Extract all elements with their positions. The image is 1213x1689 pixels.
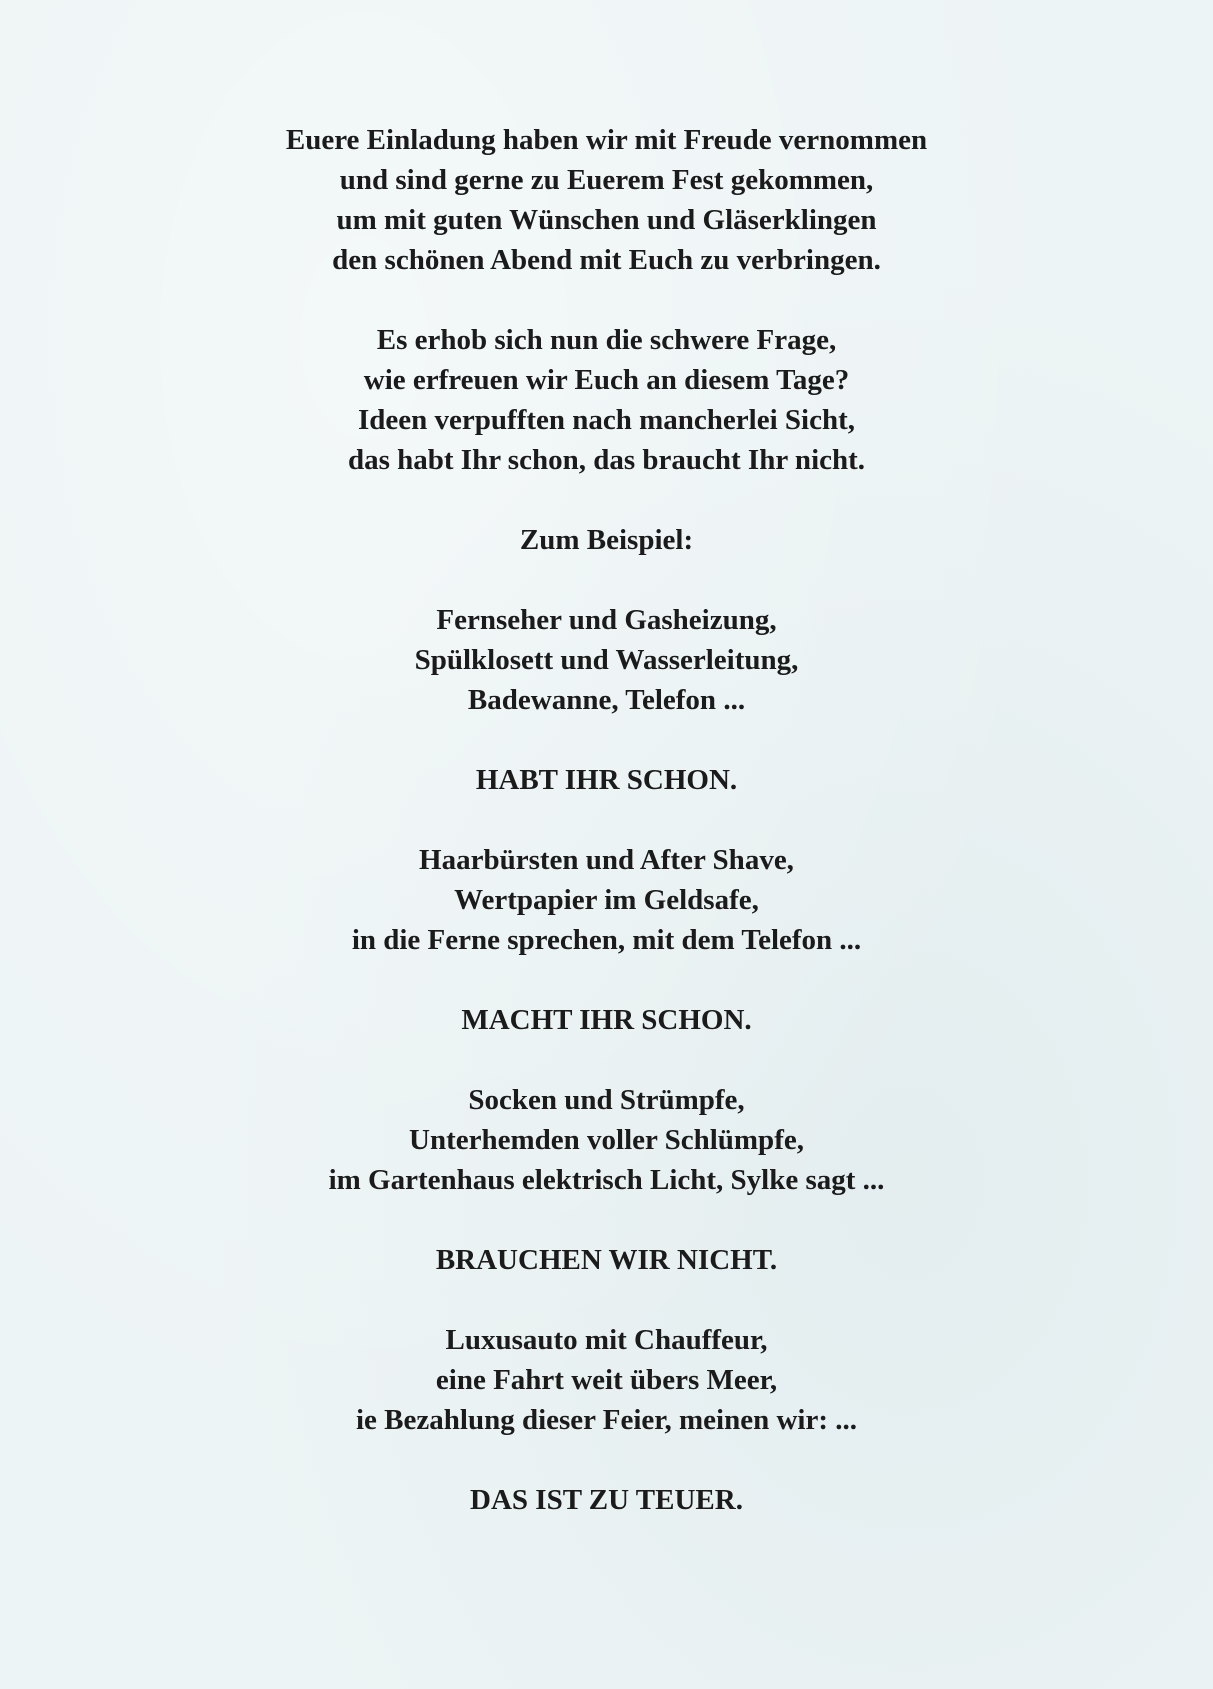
- poem-line: Socken und Strümpfe,: [468, 1084, 745, 1116]
- poem-line: eine Fahrt weit übers Meer,: [435, 1364, 778, 1396]
- poem-line: Haarbürsten und After Shave,: [419, 844, 794, 876]
- poem-line: Ideen verpufften nach mancherlei Sicht,: [358, 404, 855, 436]
- stanza-6: [0, 1320, 1213, 1440]
- poem-line: Spülklosett und Wasserleitung,: [414, 644, 799, 676]
- poem-line: ie Bezahlung dieser Feier, meinen wir: ...: [356, 1404, 857, 1436]
- stanza-5: [0, 1080, 1213, 1200]
- poem-line: Euere Einladung haben wir mit Freude vernommen: [285, 124, 928, 156]
- refrain-1: [0, 760, 1213, 800]
- stanza-2: [0, 320, 1213, 480]
- poem-line: Zum Beispiel:: [519, 524, 694, 556]
- poem-line: wie erfreuen wir Euch an diesem Tage?: [363, 364, 850, 396]
- poem-line: im Gartenhaus elektrisch Licht, Sylke sagt ...: [328, 1164, 885, 1196]
- refrain-3: [0, 1240, 1213, 1280]
- stanza-3: [0, 600, 1213, 720]
- refrain-4: [0, 1480, 1213, 1520]
- poem-line: um mit guten Wünschen und Gläserklingen: [336, 204, 877, 236]
- refrain-line: DAS IST ZU TEUER.: [470, 1484, 743, 1516]
- poem-text: [0, 120, 1213, 1560]
- poem-line: Luxusauto mit Chauffeur,: [445, 1324, 768, 1356]
- refrain-line: BRAUCHEN WIR NICHT.: [435, 1244, 778, 1276]
- poem-line: den schönen Abend mit Euch zu verbringen.: [332, 244, 881, 276]
- refrain-line: HABT IHR SCHON.: [475, 764, 738, 796]
- poem-line: Fernseher und Gasheizung,: [436, 604, 777, 636]
- refrain-line: MACHT IHR SCHON.: [461, 1004, 752, 1036]
- refrain-2: [0, 1000, 1213, 1040]
- poem-line: in die Ferne sprechen, mit dem Telefon ...: [351, 924, 862, 956]
- poem-line: und sind gerne zu Euerem Fest gekommen,: [339, 164, 874, 196]
- poem-line: Wertpapier im Geldsafe,: [454, 884, 759, 916]
- stanza-1: [0, 120, 1213, 280]
- poem-line: das habt Ihr schon, das braucht Ihr nicht.: [347, 444, 866, 476]
- stanza-4: [0, 840, 1213, 960]
- stanza-example-intro: [0, 520, 1213, 560]
- poem-line: Es erhob sich nun die schwere Frage,: [376, 324, 837, 356]
- poem-line: Badewanne, Telefon ...: [467, 684, 746, 716]
- poem-line: Unterhemden voller Schlümpfe,: [409, 1124, 804, 1156]
